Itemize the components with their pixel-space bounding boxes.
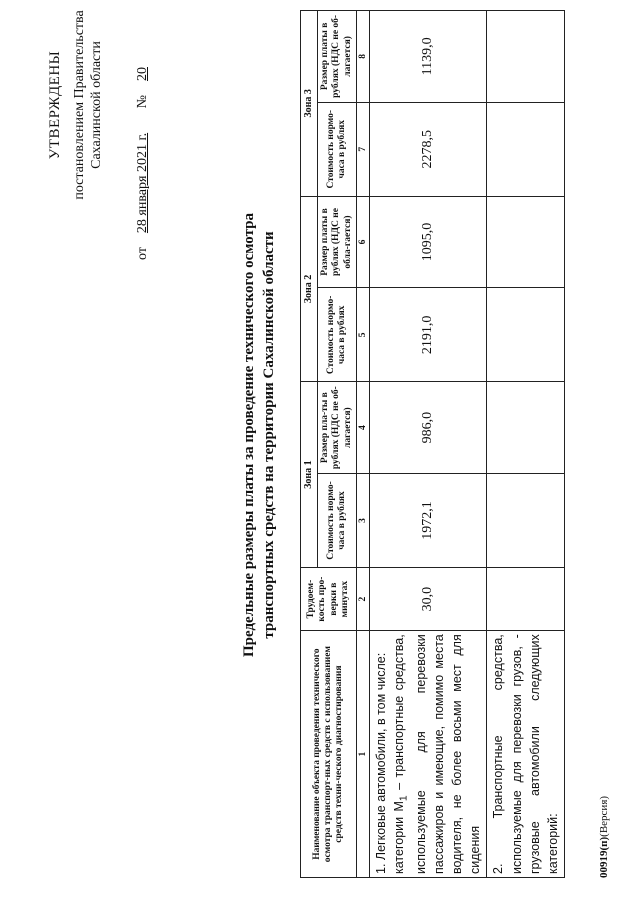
- cell-z3-cost: 2278,5: [370, 102, 487, 196]
- header-z2-cost: Стоимость нормо-часа в рублях: [318, 288, 357, 382]
- cell-z3-fee: 1139,0: [370, 11, 487, 103]
- col-number: 8: [357, 11, 370, 103]
- tariff-table: [300, 10, 565, 878]
- row-name-part-1: 1. Легковые автомобили, в том числе:: [374, 652, 389, 874]
- title-line-1: Предельные размеры платы за проведение технического осмотра: [241, 212, 257, 658]
- cell-empty: [487, 196, 565, 288]
- col-number: 7: [357, 102, 370, 196]
- footer-code: 00919(п): [598, 836, 610, 878]
- header-object-name: Наименование объекта проведения технического осмотра транспорт-ных средств с использованием средств техни-ческого диагностирования: [301, 631, 357, 878]
- cell-empty: [487, 11, 565, 103]
- date-prefix: от: [135, 247, 150, 260]
- cell-z2-cost: 2191,0: [370, 288, 487, 382]
- row-name-cars: [370, 631, 487, 878]
- col-number: 6: [357, 196, 370, 288]
- cell-empty: [487, 102, 565, 196]
- col-number: 2: [357, 567, 370, 630]
- header-z1-fee: Размер пла-ты в рублях (НДС не об-лагается): [318, 382, 357, 474]
- title-line-2: транспортных средств на территории Сахалинской области: [260, 231, 277, 639]
- approval-line-1: постановлением Правительства: [71, 10, 87, 200]
- document-footer: [598, 796, 610, 878]
- header-z1-cost: Стоимость нормо-часа в рублях: [318, 474, 357, 568]
- header-z3-fee: Размер платы в рублях (НДС не об-лагается): [318, 11, 357, 103]
- header-labor: Трудоем-кость про-верки в минутах: [301, 567, 357, 630]
- column-numbers-row: [357, 11, 370, 878]
- row-name-part-2: категории M: [392, 801, 407, 874]
- header-zone-1: Зона 1: [301, 382, 318, 568]
- col-number: 1: [357, 631, 370, 878]
- approval-date-line: [134, 0, 152, 260]
- approval-date: 28 января 2021 г.: [135, 132, 150, 234]
- cell-empty: [487, 567, 565, 630]
- cell-z1-cost: 1972,1: [370, 474, 487, 568]
- approval-number: 20: [135, 67, 150, 82]
- col-number: 5: [357, 288, 370, 382]
- header-row-zones: [301, 11, 318, 878]
- cell-z1-fee: 986,0: [370, 382, 487, 474]
- row-name-part-3: – транспортные средства, используемые для перевозки пассажиров и имеющие, помимо места водителя, не более восьми мест для сидения: [392, 634, 483, 874]
- approval-stamp: [46, 10, 150, 260]
- footer-version: (Версия): [598, 795, 610, 837]
- approval-line-2: Сахалинской области: [89, 41, 105, 169]
- row-name-subscript: 1: [398, 795, 410, 802]
- cell-z2-fee: 1095,0: [370, 196, 487, 288]
- approval-heading: УТВЕРЖДЕНЫ: [47, 50, 63, 160]
- cell-labor: 30,0: [370, 567, 487, 630]
- col-number: 4: [357, 382, 370, 474]
- header-z2-fee: Размер платы в рублях (НДС не обла-гается): [318, 196, 357, 288]
- table-row: [487, 11, 565, 878]
- cell-empty: [487, 382, 565, 474]
- header-zone-2: Зона 2: [301, 196, 318, 382]
- header-z3-cost: Стоимость нормо-часа в рублях: [318, 102, 357, 196]
- row-name-trucks: 2. Транспортные средства, используемые для перевозки грузов, - грузовые автомобили следующих категорий:: [487, 631, 565, 878]
- col-number: 3: [357, 474, 370, 568]
- number-sign: №: [135, 95, 150, 109]
- table-row: [370, 11, 487, 878]
- cell-empty: [487, 288, 565, 382]
- header-zone-3: Зона 3: [301, 11, 318, 197]
- cell-empty: [487, 474, 565, 568]
- document-title: [240, 25, 279, 845]
